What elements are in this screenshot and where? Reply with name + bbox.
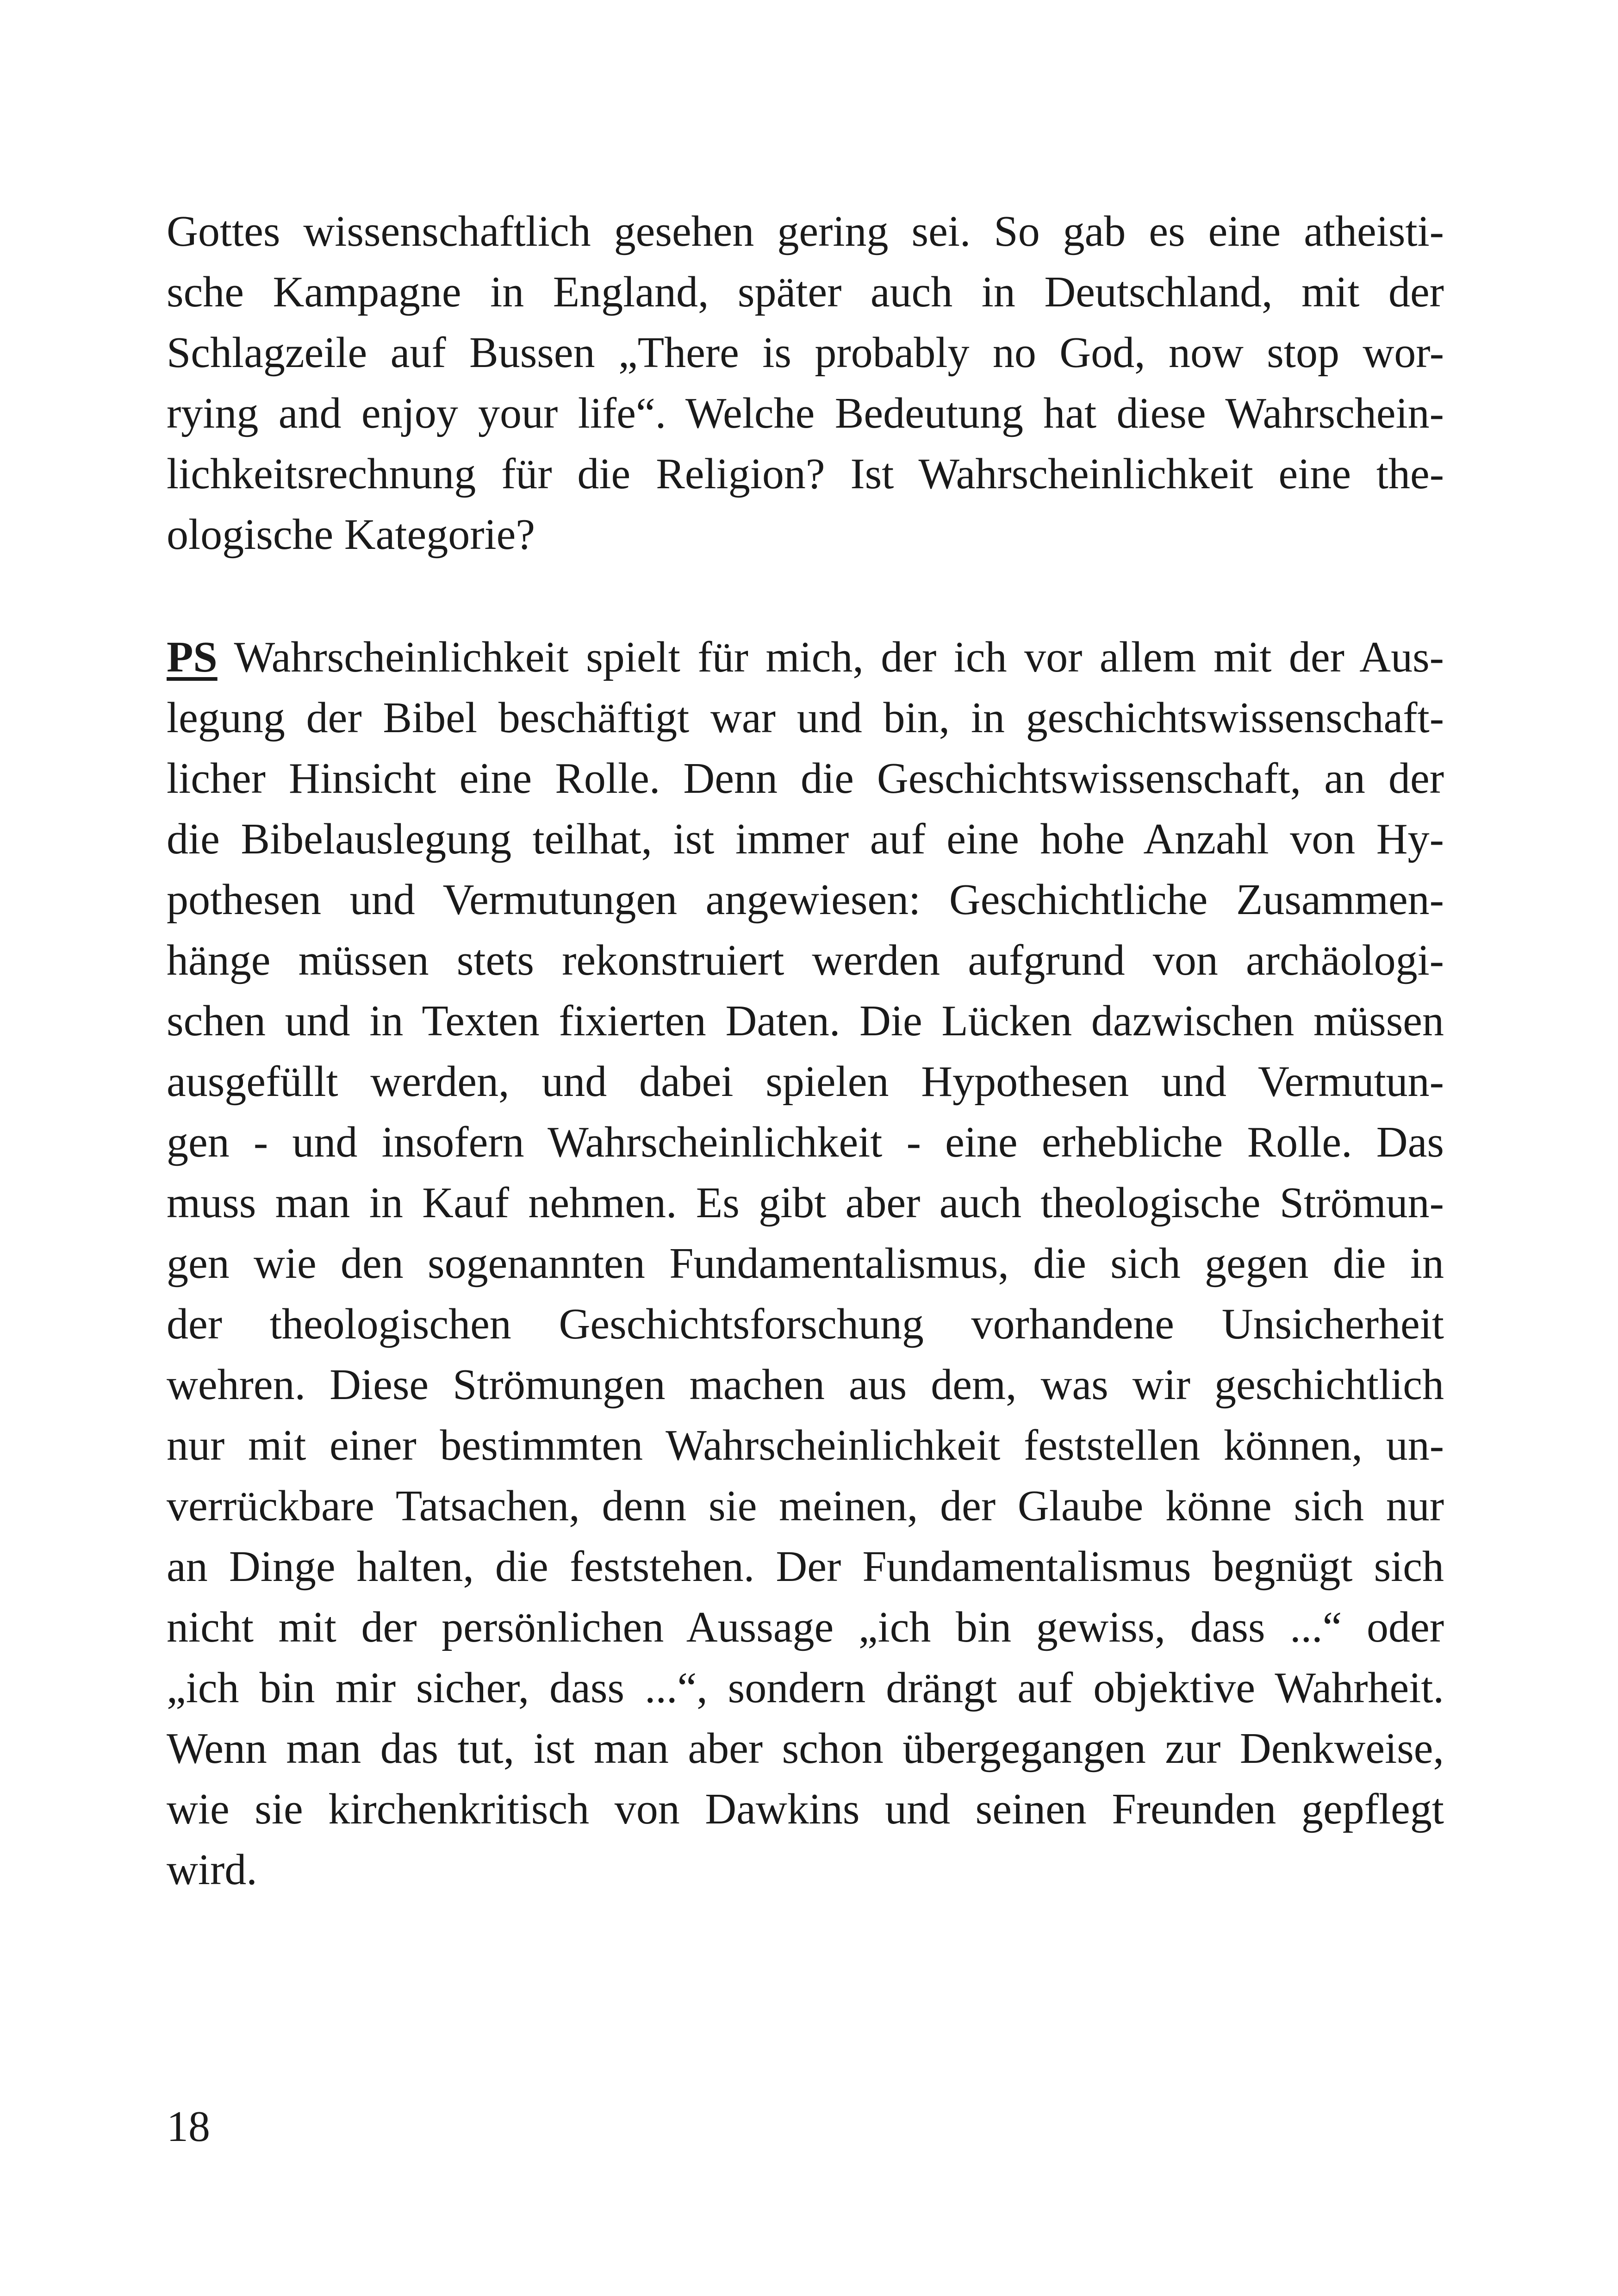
text-line: wird.	[167, 1846, 257, 1894]
text-line: Schlagzeile auf Bussen „There is probably no God, now stop wor-	[167, 329, 1444, 377]
text-line: verrückbare Tatsachen, denn sie meinen, der Glaube könne sich nur	[167, 1482, 1444, 1530]
text-line: wehren. Diese Strömungen machen aus dem, was wir geschichtlich	[167, 1361, 1444, 1409]
text-line: hänge müssen stets rekonstruiert werden aufgrund von archäologi-	[167, 936, 1444, 984]
text-line: gen - und insofern Wahrscheinlichkeit - eine erhebliche Rolle. Das	[167, 1118, 1444, 1166]
text-line: legung der Bibel beschäftigt war und bin, in geschichtswissenschaft-	[167, 694, 1444, 742]
text-line-first-rest: Wahrscheinlichkeit spielt für mich, der ich vor allem mit der Aus-	[217, 633, 1444, 681]
text-line-first	[167, 627, 1444, 688]
text-line: die Bibelauslegung teilhat, ist immer auf eine hohe Anzahl von Hy-	[167, 815, 1444, 863]
text-line: muss man in Kauf nehmen. Es gibt aber auch theologische Strömun-	[167, 1179, 1444, 1227]
text-line: „ich bin mir sicher, dass ...“, sondern drängt auf objektive Wahrheit.	[167, 1664, 1444, 1712]
text-line: nicht mit der persönlichen Aussage „ich bin gewiss, dass ...“ oder	[167, 1603, 1444, 1651]
text-line: pothesen und Vermutungen angewiesen: Geschichtliche Zusammen-	[167, 876, 1444, 924]
text-line: licher Hinsicht eine Rolle. Denn die Geschichtswissenschaft, an der	[167, 754, 1444, 803]
text-line: der theologischen Geschichtsforschung vorhandene Unsicherheit	[167, 1300, 1444, 1348]
text-line: schen und in Texten fixierten Daten. Die Lücken dazwischen müssen	[167, 997, 1444, 1045]
text-line: sche Kampagne in England, später auch in Deutschland, mit der	[167, 268, 1444, 316]
text-line: nur mit einer bestimmten Wahrscheinlichkeit feststellen können, un-	[167, 1421, 1444, 1469]
paragraph-1	[167, 201, 1444, 565]
text-line: Gottes wissenschaftlich gesehen gering sei. So gab es eine atheisti-	[167, 207, 1444, 255]
ps-label: PS	[167, 633, 218, 681]
page-number: 18	[167, 2103, 210, 2151]
text-line: an Dinge halten, die feststehen. Der Fundamentalismus begnügt sich	[167, 1543, 1444, 1591]
text-line: gen wie den sogenannten Fundamentalismus, die sich gegen die in	[167, 1239, 1444, 1288]
paragraph-2	[167, 627, 1444, 1900]
text-line: wie sie kirchenkritisch von Dawkins und seinen Freunden gepflegt	[167, 1785, 1444, 1833]
text-line: Wenn man das tut, ist man aber schon übergegangen zur Denkweise,	[167, 1724, 1444, 1773]
text-line: lichkeitsrechnung für die Religion? Ist Wahrscheinlichkeit eine the-	[167, 450, 1444, 498]
text-line: ologische Kategorie?	[167, 510, 535, 559]
text-line: rying and enjoy your life“. Welche Bedeutung hat diese Wahrschein-	[167, 389, 1444, 437]
text-line: ausgefüllt werden, und dabei spielen Hypothesen und Vermutun-	[167, 1058, 1444, 1106]
